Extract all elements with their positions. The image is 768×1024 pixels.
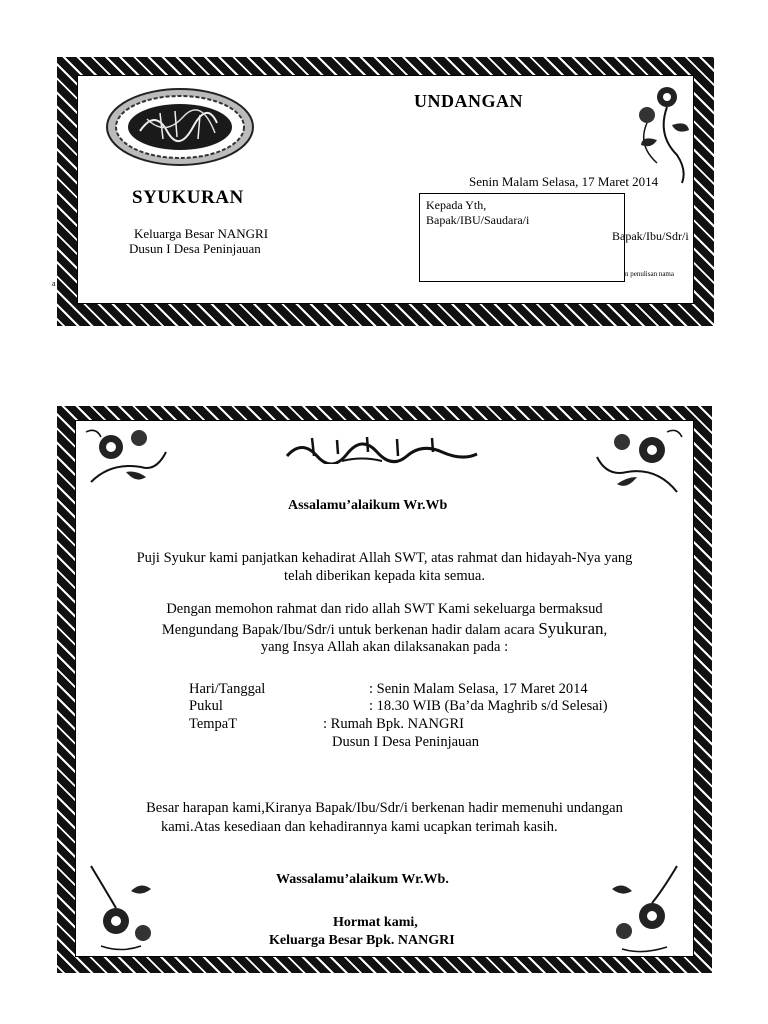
flower-ornament-icon <box>592 861 687 956</box>
fine-print: n penulisan nama <box>625 270 674 278</box>
cutoff-recipient-text: Bapak/Ibu/Sdr/i <box>612 229 689 243</box>
paragraph-line: yang Insya Allah akan dilaksanakan pada : <box>260 639 509 655</box>
family-name: Keluarga Besar NANGRI <box>134 226 269 241</box>
detail-value-continued: Dusun I Desa Peninjauan <box>332 734 479 750</box>
event-name-inline: Syukuran <box>538 619 604 638</box>
greeting: Assalamu’alaikum Wr.Wb <box>288 498 448 513</box>
regards: Hormat kami, <box>333 915 418 930</box>
detail-label: Hari/Tanggal <box>189 681 266 697</box>
detail-label: Pukul <box>189 698 223 714</box>
invitation-cover-card <box>52 57 714 326</box>
closing-line: kami.Atas kesediaan dan kehadirannya kami ucapkan terimah kasih. <box>161 819 558 835</box>
paragraph-text: , <box>603 622 608 638</box>
flower-ornament-icon <box>627 75 697 185</box>
recipient-line: Kepada Yth, <box>426 198 487 212</box>
detail-value: : Rumah Bpk. NANGRI <box>323 716 464 732</box>
paragraph-line: Puji Syukur kami panjatkan kehadirat Allah SWT, atas rahmat dan hidayah-Nya yang <box>136 550 633 566</box>
recipient-line: Bapak/IBU/Saudara/i <box>426 213 530 227</box>
event-date: Senin Malam Selasa, 17 Maret 2014 <box>469 174 659 189</box>
title: UNDANGAN <box>414 91 523 111</box>
flower-ornament-icon <box>81 422 171 492</box>
paragraph-text: Mengundang Bapak/Ibu/Sdr/i untuk berkenan hadir dalam acara <box>161 622 539 638</box>
paragraph-line <box>57 619 712 639</box>
paragraph-line: telah diberikan kepada kita semua. <box>284 568 485 584</box>
bismillah-calligraphy-icon <box>282 434 482 464</box>
detail-label: TempaT <box>189 716 238 732</box>
recipient-box <box>419 193 625 282</box>
closing-line: Besar harapan kami,Kiranya Bapak/Ibu/Sdr/i berkenan hadir memenuhi undangan <box>146 800 623 816</box>
signature: Keluarga Besar Bpk. NANGRI <box>269 933 455 948</box>
flower-ornament-icon <box>577 422 687 502</box>
event-name: SYUKURAN <box>132 187 244 208</box>
family-address: Dusun I Desa Peninjauan <box>129 241 261 256</box>
paragraph-line: Dengan memohon rahmat dan rido allah SWT Kami sekeluarga bermaksud <box>166 601 603 617</box>
fine-print-left: a <box>52 279 56 288</box>
detail-value: : Senin Malam Selasa, 17 Maret 2014 <box>369 681 588 697</box>
calligraphy-emblem-icon <box>105 87 255 167</box>
invitation-content-card <box>57 406 712 973</box>
farewell: Wassalamu’alaikum Wr.Wb. <box>276 872 449 887</box>
flower-ornament-icon <box>81 861 171 956</box>
detail-value: : 18.30 WIB (Ba’da Maghrib s/d Selesai) <box>369 698 608 714</box>
